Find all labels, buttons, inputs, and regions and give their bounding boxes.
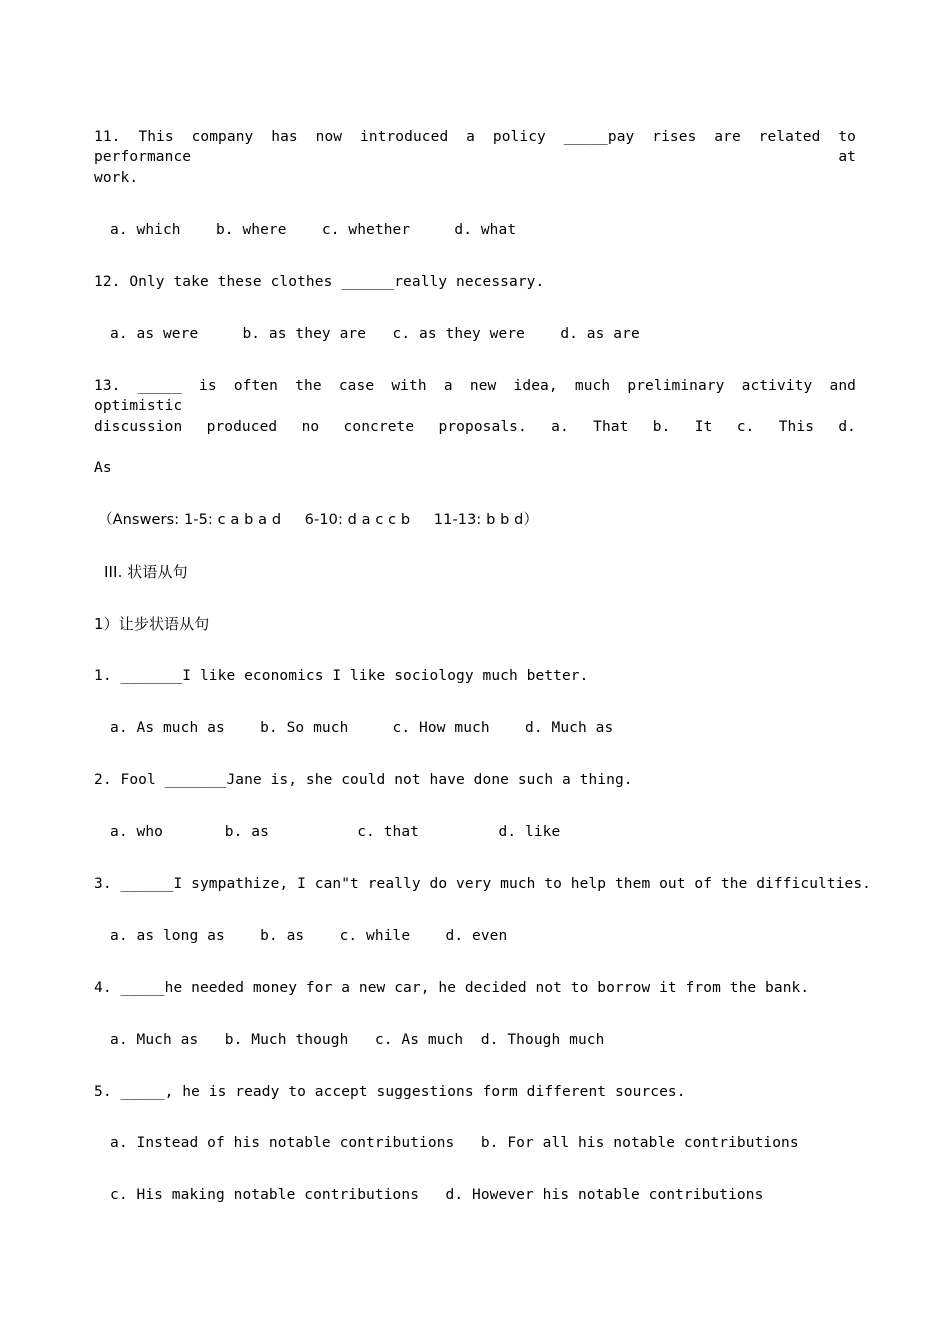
- q11-stem-line2: work.: [94, 170, 139, 186]
- s5-stem: 5. _____, he is ready to accept suggestions form different sources.: [94, 1084, 686, 1100]
- section-heading: III. 状语从句: [104, 563, 188, 581]
- s2-options: a. who b. as c. that d. like: [110, 824, 561, 840]
- subsection-heading: 1）让步状语从句: [94, 615, 210, 633]
- answer-key: （Answers: 1-5: c a b a d 6-10: d a c c b 11-13: b b d）: [98, 512, 539, 528]
- q12-stem: 12. Only take these clothes ______really necessary.: [94, 274, 545, 290]
- s5-options-line1: a. Instead of his notable contributions b. For all his notable contributions: [110, 1135, 799, 1151]
- s1-options: a. As much as b. So much c. How much d. Much as: [110, 720, 614, 736]
- q11-options: a. which b. where c. whether d. what: [110, 222, 517, 238]
- s2-stem: 2. Fool _______Jane is, she could not have done such a thing.: [94, 772, 633, 788]
- s4-options: a. Much as b. Much though c. As much d. Though much: [110, 1032, 605, 1048]
- q13-stem-line3: As: [94, 460, 112, 476]
- s3-stem: 3. ______I sympathize, I can"t really do very much to help them out of the difficulties.: [94, 876, 872, 892]
- s4-stem: 4. _____he needed money for a new car, he decided not to borrow it from the bank.: [94, 980, 810, 996]
- q12-options: a. as were b. as they are c. as they were d. as are: [110, 326, 640, 342]
- q13-stem-line2: discussion produced no concrete proposals. a. That b. It c. This d.: [94, 419, 856, 435]
- s5-options-line2: c. His making notable contributions d. However his notable contributions: [110, 1187, 764, 1203]
- s3-options: a. as long as b. as c. while d. even: [110, 928, 508, 944]
- q13-stem-line1: 13. _____ is often the case with a new idea, much preliminary activity and optimistic: [94, 378, 856, 414]
- q11-stem-line1: 11. This company has now introduced a policy _____pay rises are related to performance at: [94, 129, 856, 165]
- s1-stem: 1. _______I like economics I like sociology much better.: [94, 668, 589, 684]
